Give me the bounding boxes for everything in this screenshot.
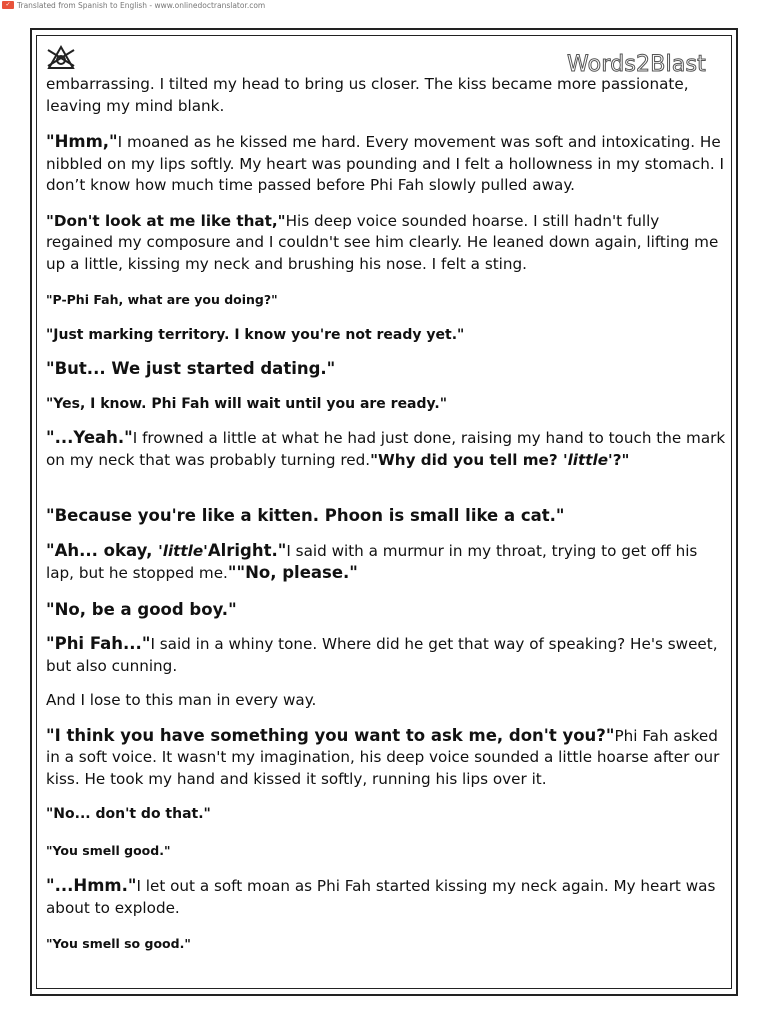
paragraph-text: His deep voice sounded hoarse. I still hadn't fully regained my composure and I couldn't see him clearly. He leaned down again, lifting me up a little, kissing my neck and brushing his nose. I felt a sting. (46, 211, 719, 273)
brand-watermark: Words2Blast (567, 52, 706, 77)
document-body (46, 74, 726, 955)
paragraph-text: I said in a whiny tone. Where did he get that way of speaking? He's sweet, but also cunning. (46, 635, 718, 675)
paragraph-text: I let out a soft moan as Phi Fah started kissing my neck again. My heart was about to explode. (46, 877, 716, 917)
dialogue-emphasis: 'little' (158, 541, 208, 560)
paragraph (46, 74, 726, 117)
paragraph: "P-Phi Fah, what are you doing?" (46, 292, 278, 307)
dialogue: "Phi Fah..." (46, 634, 151, 653)
dialogue: "...Hmm." (46, 876, 137, 895)
dialogue: "Why did you tell me? (370, 450, 563, 469)
dialogue: ""No, please." (227, 563, 358, 582)
paragraph (46, 131, 726, 197)
dialogue: "I think you have something you want to ask me, don't you?" (46, 725, 615, 745)
paragraph (46, 211, 726, 276)
dialogue-emphasis: 'little' (562, 450, 613, 469)
dialogue: "Don't look at me like that," (46, 211, 286, 230)
paragraph (46, 427, 726, 471)
publisher-logo-icon (46, 44, 76, 70)
translator-logo-icon: ✓ (2, 1, 14, 9)
paragraph-text: I frowned a little at what he had just done, raising my hand to touch the mark on my neck that was probably turning red. (46, 429, 726, 469)
paragraph-text: Phi Fah asked in a soft voice. It wasn't my imagination, his deep voice sounded a little hoarse after our kiss. He took my hand and kissed it softly, running his lips over it. (46, 726, 720, 788)
dialogue: "Ah... okay, (46, 540, 159, 560)
paragraph-text: embarrassing. I tilted my head to bring us closer. The kiss became more passionate, leaving my mind blank. (46, 75, 689, 115)
paragraph-text: I said with a murmur in my throat, trying to get off his lap, but he stopped me. (46, 541, 698, 582)
dialogue: "...Yeah." (46, 428, 133, 447)
paragraph (46, 540, 726, 585)
paragraph (46, 725, 726, 791)
dialogue: Alright." (207, 540, 287, 560)
paragraph: "Yes, I know. Phi Fah will wait until you are ready." (46, 395, 447, 412)
paragraph-text: I moaned as he kissed me hard. Every movement was soft and intoxicating. He nibbled on my lips softly. My heart was pounding and I felt a hollowness in my stomach. I don’t know how much time passed before Phi Fah slowly pulled away. (46, 133, 724, 194)
paragraph: "Just marking territory. I know you're not ready yet." (46, 326, 465, 343)
paragraph: "But... We just started dating." (46, 359, 336, 378)
dialogue: ?" (612, 450, 630, 469)
paragraph: And I lose to this man in every way. (46, 691, 317, 709)
translator-banner[interactable] (2, 0, 265, 10)
paragraph: "No, be a good boy." (46, 599, 237, 619)
paragraph: "No... don't do that." (46, 806, 211, 822)
paragraph: "You smell so good." (46, 936, 191, 951)
translator-banner-text: Translated from Spanish to English - www.onlinedoctranslator.com (17, 0, 266, 10)
paragraph (46, 633, 726, 677)
paragraph: "Because you're like a kitten. Phoon is small like a cat." (46, 506, 565, 525)
paragraph (46, 875, 726, 919)
paragraph: "You smell good." (46, 842, 171, 858)
dialogue: "Hmm," (46, 132, 118, 151)
